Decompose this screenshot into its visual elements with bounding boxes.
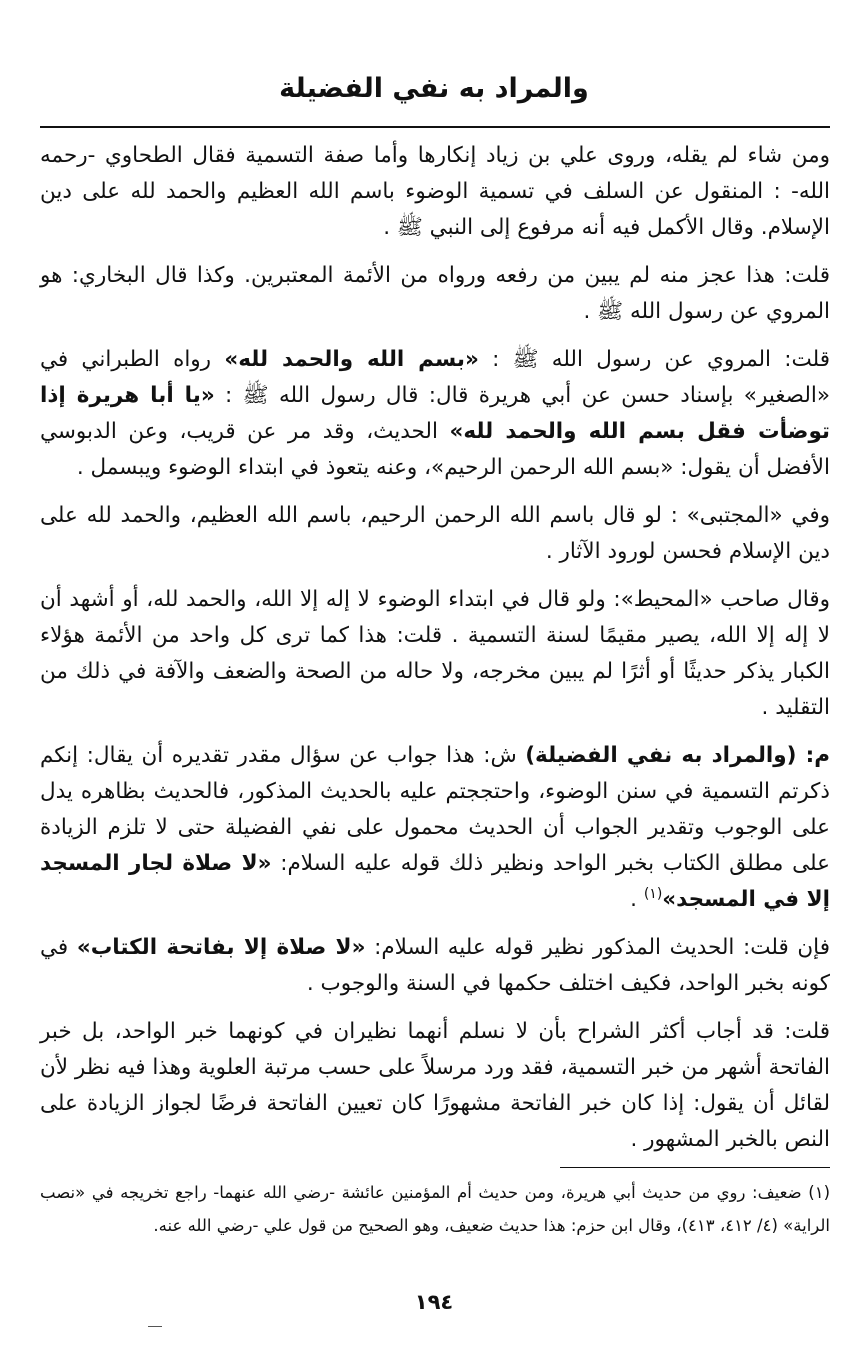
main-text bbox=[40, 138, 830, 1170]
text-segment: قلت: قد أجاب أكثر الشراح بأن لا نسلم أنهما نظيران في كونهما خبر الواحد، بل خبر الفاتحة أشهر من خبر التسمية، فقد ورد مرسلاً على حسب مرتبة العلوية وهذا فيه نظر لأن لقائل أن يقول: إذا كان خبر الفاتحة مشهورًا كان تعيين الفاتحة فرضًا لجواز الزيادة على النص بالخبر المشهور . bbox=[40, 1019, 830, 1152]
paragraph bbox=[40, 738, 830, 918]
text-segment: . bbox=[630, 887, 644, 912]
text-segment: في كونه بخبر الواحد، فكيف اختلف حكمها في السنة والوجوب . bbox=[40, 935, 830, 996]
bold-quote: «يا أبا هريرة إذا توضأت فقل بسم الله والحمد لله» bbox=[40, 383, 830, 444]
text-segment: ش: هذا جواب عن سؤال مقدر تقديره أن يقال: إنكم ذكرتم التسمية في سنن الوضوء، واحتججتم عليه بالحديث المذكور، فالحديث بظاهره يدل على الوجوب وتقدير الجواب أن الحديث محمول على نفي الفضيلة حتى لا تلزم الزيادة على مطلق الكتاب بخبر الواحد ونظير ذلك قوله عليه السلام: bbox=[40, 743, 830, 876]
bold-quote: م: (والمراد به نفي الفضيلة) bbox=[525, 743, 830, 768]
paragraph bbox=[40, 138, 830, 246]
paragraph bbox=[40, 498, 830, 570]
footnote: (١) ضعيف: روي من حديث أبي هريرة، ومن حديث أم المؤمنين عائشة -رضي الله عنهما- راجع تخريجه في «نصب الراية» (٤/ ٤١٢، ٤١٣)، وقال ابن حزم: هذا حديث ضعيف، وهو الصحيح من قول علي -رضي الله عنه. bbox=[40, 1183, 830, 1235]
text-segment: ومن شاء لم يقله، وروى علي بن زياد إنكارها وأما صفة التسمية فقال الطحاوي -رحمه الله- : المنقول عن السلف في تسمية الوضوء باسم الله العظيم والحمد لله على دين الإسلام. وقال الأكمل فيه أنه مرفوع إلى النبي ﷺ . bbox=[40, 143, 830, 240]
text-segment: وقال صاحب «المحيط»: ولو قال في ابتداء الوضوء لا إله إلا الله، والحمد لله، أو أشهد أن لا إله إلا الله، يصير مقيمًا لسنة التسمية . قلت: هذا كما ترى كل واحد من الأئمة هؤلاء الكبار يذكر حديثًا أو أثرًا لم يبين مخرجه، ولا حاله من الصحة والضعف والآفة في ذلك من التقليد . bbox=[40, 587, 830, 720]
bold-quote: «لا صلاة لجار المسجد إلا في المسجد» bbox=[40, 851, 830, 912]
header-rule bbox=[40, 126, 830, 128]
scan-mark bbox=[148, 1326, 162, 1327]
page-number: ١٩٤ bbox=[414, 1290, 454, 1314]
footnote-ref: (١) bbox=[643, 885, 663, 902]
paragraph bbox=[40, 930, 830, 1002]
text-segment: الحديث، وقد مر عن قريب، وعن الدبوسي الأفضل أن يقول: «بسم الله الرحمن الرحيم»، وعنه يتعوذ في ابتداء الوضوء ويبسمل . bbox=[40, 419, 830, 480]
paragraph bbox=[40, 342, 830, 486]
footnote-rule bbox=[560, 1167, 830, 1168]
bold-quote: «لا صلاة إلا بفاتحة الكتاب» bbox=[76, 935, 366, 960]
paragraph bbox=[40, 258, 830, 330]
text-segment: رواه الطبراني في «الصغير» بإسناد حسن عن أبي هريرة قال: قال رسول الله ﷺ : bbox=[40, 347, 831, 408]
bold-quote: «بسم الله والحمد لله» bbox=[224, 347, 479, 372]
text-segment: قلت: هذا عجز منه لم يبين من رفعه ورواه من الأئمة المعتبرين. وكذا قال البخاري: هو المروي عن رسول الله ﷺ . bbox=[40, 263, 830, 324]
text-segment: فإن قلت: الحديث المذكور نظير قوله عليه السلام: bbox=[365, 935, 830, 960]
text-segment: قلت: المروي عن رسول الله ﷺ : bbox=[478, 347, 831, 372]
paragraph bbox=[40, 582, 830, 726]
running-header: والمراد به نفي الفضيلة bbox=[279, 73, 589, 104]
paragraph bbox=[40, 1014, 830, 1158]
text-segment: وفي «المجتبى» : لو قال باسم الله الرحمن الرحيم، باسم الله العظيم، والحمد لله على دين الإسلام فحسن لورود الآثار . bbox=[40, 503, 830, 564]
